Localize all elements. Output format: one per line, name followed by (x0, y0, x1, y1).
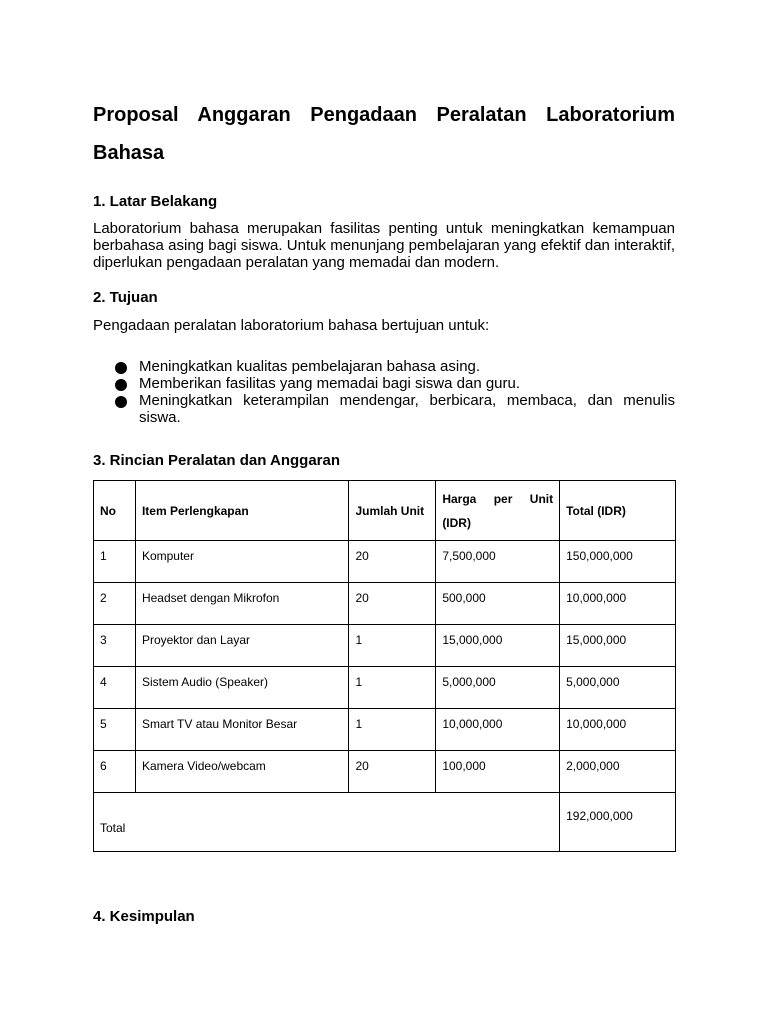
cell-total: 10,000,000 (560, 583, 676, 625)
page-title-line-1: Proposal Anggaran Pengadaan Peralatan Laboratorium (93, 104, 675, 126)
cell-item: Sistem Audio (Speaker) (135, 667, 349, 709)
section-body-tujuan: Pengadaan peralatan laboratorium bahasa bertujuan untuk: (93, 317, 490, 334)
page-title (93, 96, 675, 172)
cell-qty: 1 (349, 709, 436, 751)
cell-item: Headset dengan Mikrofon (135, 583, 349, 625)
column-header-no: No (94, 481, 136, 541)
cell-qty: 20 (349, 541, 436, 583)
cell-price: 500,000 (436, 583, 560, 625)
total-label: Total (94, 793, 560, 852)
section-heading-rincian: 3. Rincian Peralatan dan Anggaran (93, 452, 341, 469)
cell-price: 5,000,000 (436, 667, 560, 709)
column-header-item: Item Perlengkapan (135, 481, 349, 541)
cell-qty: 20 (349, 583, 436, 625)
cell-total: 150,000,000 (560, 541, 676, 583)
tujuan-bullet-list (115, 358, 675, 426)
column-header-total: Total (IDR) (560, 481, 676, 541)
cell-no: 6 (94, 751, 136, 793)
page-title-line-2: Bahasa (93, 142, 165, 164)
table-row (94, 667, 676, 709)
cell-total: 5,000,000 (560, 667, 676, 709)
cell-item: Kamera Video/webcam (135, 751, 349, 793)
cell-no: 2 (94, 583, 136, 625)
table-row (94, 709, 676, 751)
list-item-text: Meningkatkan kualitas pembelajaran bahasa asing. (139, 358, 481, 375)
cell-price: 10,000,000 (436, 709, 560, 751)
list-item (115, 392, 675, 426)
table-row (94, 625, 676, 667)
budget-table (93, 480, 676, 852)
table-header-row (94, 481, 676, 541)
document-content (93, 96, 675, 925)
cell-total: 10,000,000 (560, 709, 676, 751)
cell-qty: 1 (349, 667, 436, 709)
cell-price: 7,500,000 (436, 541, 560, 583)
cell-no: 3 (94, 625, 136, 667)
cell-total: 15,000,000 (560, 625, 676, 667)
cell-price: 100,000 (436, 751, 560, 793)
cell-no: 1 (94, 541, 136, 583)
column-header-qty: Jumlah Unit (349, 481, 436, 541)
list-item-text: Memberikan fasilitas yang memadai bagi siswa dan guru. (139, 375, 521, 392)
section-body-latar-belakang: Laboratorium bahasa merupakan fasilitas penting untuk meningkatkan kemampuan berbahasa asing bagi siswa. Untuk menunjang pembelajaran yang efektif dan interaktif, diperlukan pengadaan peralatan yang memadai dan modern. (93, 220, 675, 271)
bullet-icon (115, 396, 127, 408)
table-total-row (94, 793, 676, 852)
bullet-icon (115, 379, 127, 391)
section-heading-latar-belakang: 1. Latar Belakang (93, 193, 218, 210)
list-item (115, 358, 675, 375)
table-row (94, 541, 676, 583)
cell-qty: 1 (349, 625, 436, 667)
total-value: 192,000,000 (560, 793, 676, 852)
cell-item: Proyektor dan Layar (135, 625, 349, 667)
cell-item: Komputer (135, 541, 349, 583)
cell-price: 15,000,000 (436, 625, 560, 667)
section-heading-kesimpulan: 4. Kesimpulan (93, 908, 195, 925)
bullet-icon (115, 362, 127, 374)
list-item (115, 375, 675, 392)
cell-total: 2,000,000 (560, 751, 676, 793)
table-row (94, 583, 676, 625)
cell-no: 5 (94, 709, 136, 751)
column-header-price (436, 481, 560, 541)
cell-no: 4 (94, 667, 136, 709)
list-item-text: Meningkatkan keterampilan mendengar, berbicara, membaca, dan menulis siswa. (139, 392, 675, 426)
table-row (94, 751, 676, 793)
cell-qty: 20 (349, 751, 436, 793)
column-header-price-line-1: Harga per Unit (442, 491, 554, 506)
column-header-price-line-2: (IDR) (442, 515, 471, 530)
section-heading-tujuan: 2. Tujuan (93, 289, 158, 306)
cell-item: Smart TV atau Monitor Besar (135, 709, 349, 751)
